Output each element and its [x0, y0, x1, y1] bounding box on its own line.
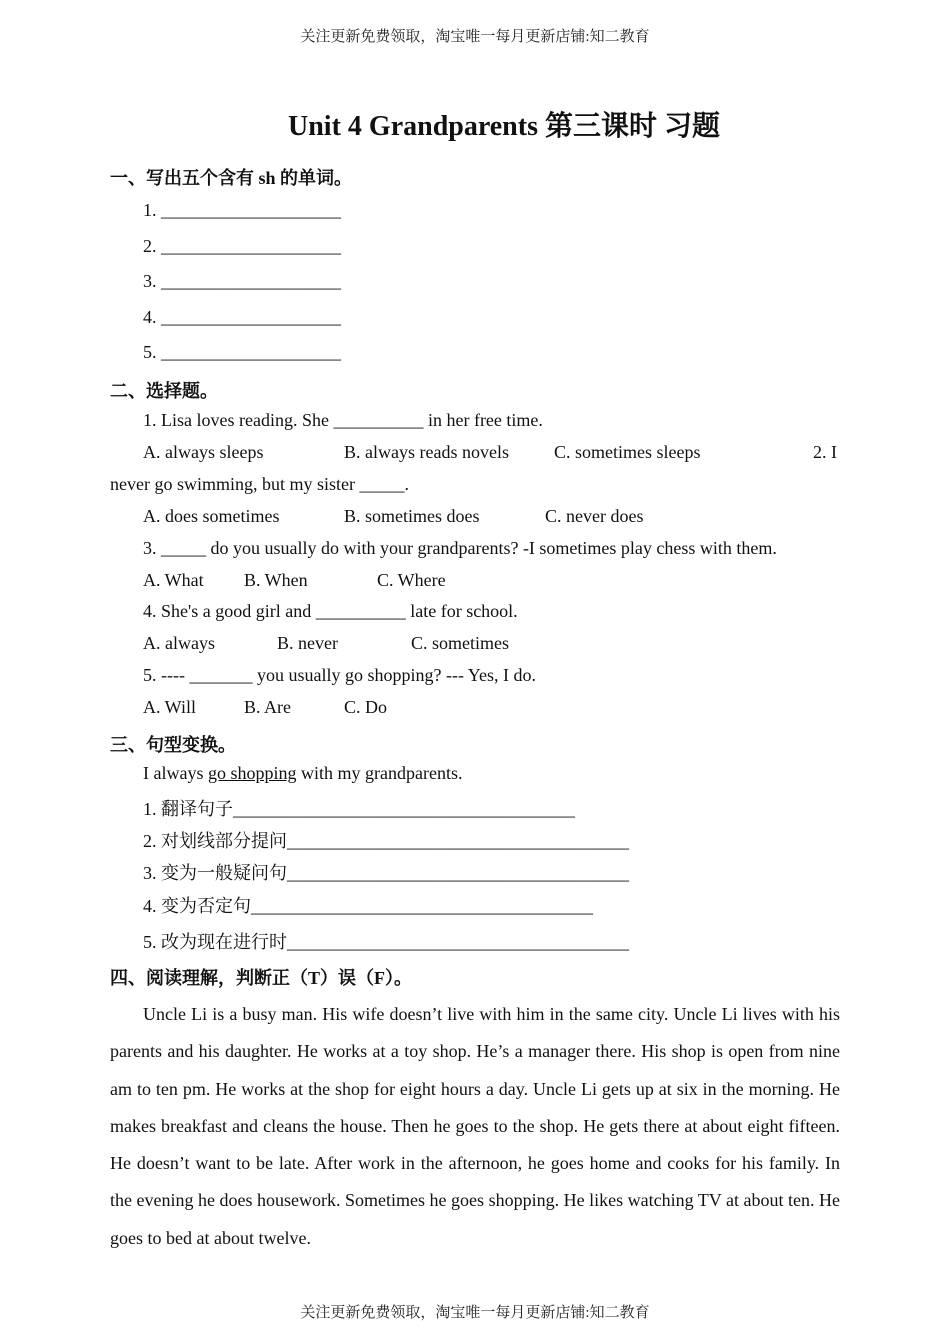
question-3: 3. _____ do you usually do with your grandparents? -I sometimes play chess with them.	[143, 538, 777, 558]
sentence-underlined: go shopping	[207, 763, 297, 783]
blank-line-3: 3. ____________________	[143, 271, 341, 291]
section4-heading: 四、阅读理解，判断正（T）误（F）。	[110, 968, 412, 988]
task-5: 5. 改为现在进行时______________________________________	[143, 932, 629, 952]
section1-heading: 一、写出五个含有 sh 的单词。	[110, 168, 353, 188]
blank-line-5: 5. ____________________	[143, 342, 341, 362]
page-header: 关注更新免费领取，淘宝唯一每月更新店铺:知二教育	[300, 29, 650, 45]
q3-option-a: A. What	[143, 570, 204, 590]
q3-option-b: B. When	[244, 570, 308, 590]
blank-line-2: 2. ____________________	[143, 236, 341, 256]
base-sentence	[143, 763, 462, 784]
reading-passage: Uncle Li is a busy man. His wife doesn’t live with him in the same city. Uncle Li lives with his parents and his daughter. He works at a toy shop. He’s a manager there. His shop is open from nine am to ten pm. He works at the shop for eight hours a day. Uncle Li gets up at six in the morning. He makes breakfast and cleans the house. Then he goes to the shop. He gets there at about eight fifteen. He doesn’t want to be late. After work in the afternoon, he goes home and cooks for his family. In the evening he does housework. Sometimes he goes shopping. He likes watching TV at about ten. He goes to bed at about twelve.	[110, 1004, 840, 1248]
q4-option-c: C. sometimes	[411, 633, 509, 653]
sentence-before: I always	[143, 763, 208, 783]
q5-option-c: C. Do	[344, 697, 388, 717]
task-1: 1. 翻译句子______________________________________	[143, 799, 575, 819]
document-title: Unit 4 Grandparents 第三课时 习题	[288, 111, 720, 142]
question-4: 4. She's a good girl and __________ late for school.	[143, 601, 518, 621]
question-1: 1. Lisa loves reading. She __________ in her free time.	[143, 410, 543, 430]
section3-heading: 三、句型变换。	[110, 735, 236, 755]
section2-heading: 二、选择题。	[110, 381, 218, 401]
q5-option-b: B. Are	[244, 697, 291, 717]
question-2-start: 2. I	[813, 442, 837, 462]
q2-option-c: C. never does	[545, 506, 644, 526]
q1-option-a: A. always sleeps	[143, 442, 264, 462]
q2-option-b: B. sometimes does	[344, 506, 480, 526]
q4-option-a: A. always	[143, 633, 215, 653]
sentence-after: with my grandparents.	[296, 763, 463, 783]
question-5: 5. ---- _______ you usually go shopping? --- Yes, I do.	[143, 665, 536, 685]
q1-option-c: C. sometimes sleeps	[554, 442, 701, 462]
task-4: 4. 变为否定句______________________________________	[143, 896, 593, 916]
blank-line-1: 1. ____________________	[143, 200, 341, 220]
page-footer: 关注更新免费领取，淘宝唯一每月更新店铺:知二教育	[300, 1305, 650, 1321]
question-2-rest: never go swimming, but my sister _____.	[110, 474, 409, 494]
task-2: 2. 对划线部分提问______________________________________	[143, 831, 629, 851]
q2-option-a: A. does sometimes	[143, 506, 280, 526]
q1-option-b: B. always reads novels	[344, 442, 509, 462]
blank-line-4: 4. ____________________	[143, 307, 341, 327]
q3-option-c: C. Where	[377, 570, 446, 590]
q4-option-b: B. never	[277, 633, 338, 653]
task-3: 3. 变为一般疑问句______________________________________	[143, 863, 629, 883]
q5-option-a: A. Will	[143, 697, 196, 717]
